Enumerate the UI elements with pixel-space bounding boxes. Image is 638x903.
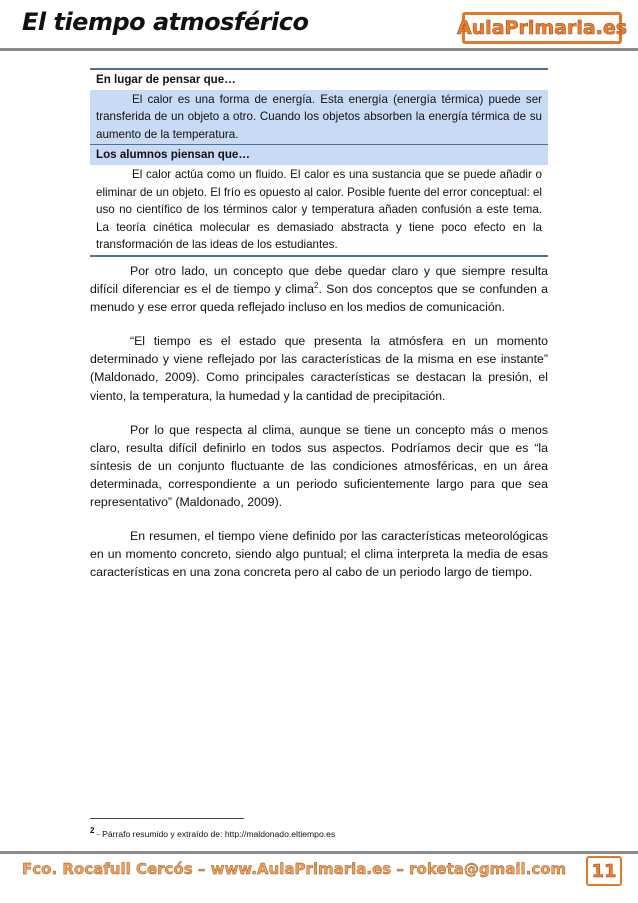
body-text: [90, 262, 548, 597]
misconception-table: [90, 68, 548, 257]
paragraph-weather-definition: “El tiempo es el estado que presenta la atmósfera en un momento determinado y viene reflejado por las características de la misma en ese instante” (Maldonado, 2009). Como principales características se destacan la presión, el viento, la temperatura, la humedad y la cantidad de precipitación.: [90, 334, 548, 403]
paragraph-climate-definition: Por lo que respecta al clima, aunque se tiene un concepto más o menos claro, resulta difícil definirlo en todos sus aspectos. Podríamos decir que es “la síntesis de un conjunto fluctuante de las condiciones atmosféricas, en un área determinada, correspondiente a un periodo suficientemente largo para que sea representativo” (Maldonado, 2009).: [90, 422, 548, 510]
page-number: 11: [586, 856, 622, 886]
page-title: El tiempo atmosférico: [22, 8, 309, 36]
paragraph-summary: En resumen, el tiempo viene definido por las características meteorológicas en un momento concreto, siendo algo puntual; el clima interpreta la media de esas características en una zona concreta pero al cabo de un periodo largo de tiempo.: [90, 529, 548, 580]
footnote-divider: [90, 818, 244, 819]
footer-credit: Fco. Rocafull Cercós – www.AulaPrimaria.es – roketa@gmail.com: [22, 860, 567, 878]
table-cell-correct-concept: El calor es una forma de energía. Esta energía (energía térmica) puede ser transferida de un objeto a otro. Cuando los objetos absorben la energía térmica de su aumento de la temperatura.: [90, 90, 548, 145]
paragraph-weather-vs-climate: Por otro lado, un concepto que debe quedar claro y que siempre resulta difícil diferenciar es el de tiempo y clima$^2$. Son dos conceptos que se confunden a menudo y ese error queda reflejado incluso en los medios de comunicación.: [90, 264, 548, 315]
footer-divider: [0, 851, 638, 854]
header-divider: [0, 48, 638, 51]
table-heading-students-think: Los alumnos piensan que…: [90, 144, 548, 165]
table-heading-instead-of: En lugar de pensar que…: [90, 68, 548, 90]
footnote-reference: 2: [314, 281, 319, 290]
footnote: $^2$ - Párrafo resumido y extraído de: http://maldonado.eltiempo.es: [90, 826, 336, 839]
table-cell-misconception: El calor actúa como un fluido. El calor es una sustancia que se puede añadir o eliminar de un objeto. El frío es opuesto al calor. Posible fuente del error conceptual: el uso no científico de los términos calor y temperatura añaden confusión a este tema. La teoría cinética molecular es demasiado abstracta y tiene poco efecto en la transformación de las ideas de los estudiantes.: [90, 165, 548, 257]
page-header: [0, 0, 638, 50]
brand-logo: AulaPrimaria.es: [462, 12, 622, 44]
